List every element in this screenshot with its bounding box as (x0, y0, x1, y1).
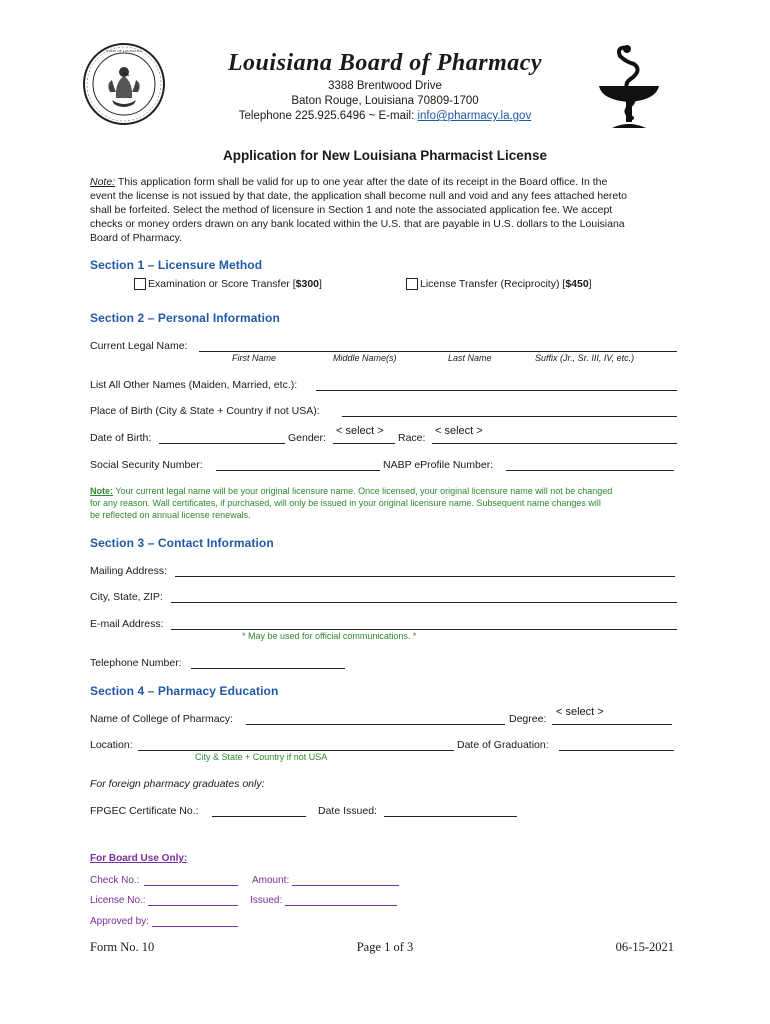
date-issued-label: Date Issued: (318, 805, 377, 817)
intro-line4: checks or money orders drawn on any bank located within the U.S. that are payable in U.S. dollars to the Louisiana (90, 218, 625, 230)
intro-line1 (90, 176, 607, 188)
nabp-label: NABP eProfile Number: (383, 459, 494, 471)
address-line1: 3388 Brentwood Drive (328, 80, 442, 92)
phone-field[interactable] (191, 668, 345, 669)
section2-title: Section 2 – Personal Information (90, 311, 280, 325)
amount-field[interactable] (292, 885, 399, 886)
legal-name-label: Current Legal Name: (90, 340, 188, 352)
first-name-caption: First Name (232, 353, 277, 363)
intro-note-label: Note: (90, 176, 116, 188)
race-label: Race: (398, 432, 426, 444)
phone-email-line (210, 110, 560, 122)
revision-date: 06-15-2021 (615, 940, 674, 954)
issued-label: Issued: (250, 895, 283, 906)
approved-by-label: Approved by: (90, 916, 149, 927)
birthplace-field[interactable] (342, 416, 677, 417)
section2-note-line2: for any reason. Wall certificates, if purchased, will only be issued in your original licensure name. Subsequent name changes will (90, 498, 601, 508)
mailing-field[interactable] (175, 576, 675, 577)
foreign-graduates-label: For foreign pharmacy graduates only: (90, 778, 265, 790)
college-field[interactable] (246, 724, 505, 725)
amount-label: Amount: (252, 875, 290, 886)
race-select[interactable]: < select > (435, 425, 483, 437)
degree-select[interactable]: < select > (556, 706, 604, 718)
degree-label: Degree: (509, 713, 547, 725)
intro-line3: shall be forfeited. Select the method of licensure in Section 1 and note the associated application fee. We accept (90, 204, 613, 216)
intro-line5: Board of Pharmacy. (90, 232, 183, 244)
graduation-label: Date of Graduation: (457, 739, 549, 751)
location-caption: City & State + Country if not USA (195, 752, 328, 762)
form-number: Form No. 10 (90, 940, 155, 954)
gender-label: Gender: (288, 432, 326, 444)
state-seal (82, 42, 166, 126)
form-title: Application for New Louisiana Pharmacist License (222, 148, 548, 163)
birthplace-label: Place of Birth (City & State + Country if not USA): (90, 405, 320, 417)
section4-title: Section 4 – Pharmacy Education (90, 684, 279, 698)
email-field[interactable] (171, 629, 677, 630)
phone-label: Telephone Number: (90, 657, 182, 669)
check-no-label: Check No.: (90, 875, 140, 886)
license-no-label: License No.: (90, 895, 146, 906)
date-issued-field[interactable] (384, 816, 517, 817)
option-exam-checkbox[interactable] (134, 277, 146, 295)
nabp-field[interactable] (506, 470, 674, 471)
email-note: * May be used for official communications. * (242, 631, 417, 641)
option-reciprocity-checkbox[interactable] (406, 277, 418, 295)
approved-by-field[interactable] (152, 926, 238, 927)
fpgec-label: FPGEC Certificate No.: (90, 805, 199, 817)
location-label: Location: (90, 739, 133, 751)
option-reciprocity-label: License Transfer (Reciprocity) [$450] (420, 278, 592, 290)
option-exam-label: Examination or Score Transfer [$300] (148, 278, 322, 290)
degree-underline (552, 724, 672, 725)
section2-note-line3: be reflected on annual license renewals. (90, 510, 251, 520)
bowl-of-hygieia (598, 42, 660, 132)
other-names-label: List All Other Names (Maiden, Married, etc.): (90, 379, 298, 391)
college-label: Name of College of Pharmacy: (90, 713, 233, 725)
section3-title: Section 3 – Contact Information (90, 536, 274, 550)
location-field[interactable] (138, 750, 454, 751)
check-no-field[interactable] (144, 885, 238, 886)
mailing-label: Mailing Address: (90, 565, 168, 577)
city-state-zip-field[interactable] (171, 602, 677, 603)
legal-name-field[interactable] (199, 351, 677, 352)
dob-label: Date of Birth: (90, 432, 152, 444)
intro-line1-text: This application form shall be valid for up to one year after the date of its receipt in the Board office. In the (115, 176, 608, 188)
page-number: Page 1 of 3 (356, 940, 414, 954)
city-state-zip-label: City, State, ZIP: (90, 591, 163, 603)
fpgec-field[interactable] (212, 816, 306, 817)
email-label: E-mail Address: (90, 618, 164, 630)
intro-line2: event the license is not issued by that date, the application shall become null and void and any fees attached hereto (90, 190, 628, 202)
address-line2: Baton Rouge, Louisiana 70809-1700 (291, 95, 479, 107)
pelican-seal-icon (82, 42, 166, 126)
option-reciprocity-fee: $450 (565, 278, 589, 290)
last-name-caption: Last Name (448, 353, 492, 363)
middle-name-caption: Middle Name(s) (333, 353, 397, 363)
graduation-field[interactable] (559, 750, 674, 751)
option-exam-fee: $300 (295, 278, 320, 290)
board-use-title: For Board Use Only: (90, 853, 188, 864)
section1-title: Section 1 – Licensure Method (90, 258, 263, 272)
section2-note-label: Note: (90, 486, 113, 496)
gender-select[interactable]: < select > (336, 425, 384, 437)
other-names-field[interactable] (316, 390, 677, 391)
ssn-field[interactable] (216, 470, 380, 471)
ssn-label: Social Security Number: (90, 459, 203, 471)
gender-underline (333, 443, 395, 444)
board-name: Louisiana Board of Pharmacy (227, 50, 543, 76)
bowl-of-hygieia-icon (598, 42, 660, 132)
license-no-field[interactable] (148, 905, 238, 906)
seal-text: STATE OF LOUISIANA (106, 49, 142, 53)
email-link[interactable]: info@pharmacy.la.gov (417, 110, 532, 122)
issued-field[interactable] (285, 905, 397, 906)
suffix-caption: Suffix (Jr., Sr. III, IV, etc.) (535, 353, 635, 363)
section2-note-line1: Note: Your current legal name will be your original licensure name. Once licensed, your original licensure name will not be changed (90, 486, 613, 496)
phone-prefix: Telephone 225.925.6496 ~ E-mail: (238, 110, 418, 122)
dob-field[interactable] (159, 443, 285, 444)
race-underline (432, 443, 677, 444)
